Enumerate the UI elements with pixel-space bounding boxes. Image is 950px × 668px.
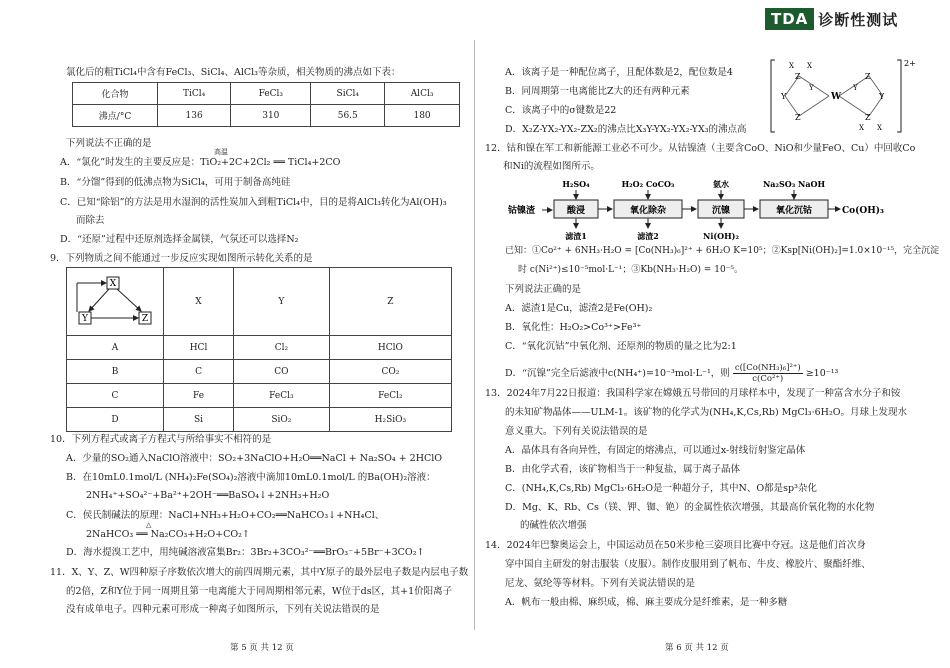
q13-stem-line2: 的未知矿物晶体——ULM-1。该矿物的化学式为(NH₄,K,Cs,Rb) MgCl₃·6H₂O。月球上发现水 — [505, 407, 908, 418]
q11-option-d: D．X₂Z-YX₂-YX₂-ZX₂的沸点比X₃Y-YX₂-YX₂-YX₃的沸点高 — [505, 124, 747, 135]
q8-option-d: D．“还原”过程中还原剂选择金属镁，气氛还可以选择N₂ — [60, 234, 299, 245]
table-cell: HCl — [164, 336, 234, 360]
q9-table — [66, 267, 452, 432]
q8-stem: 下列说法不正确的是 — [66, 138, 152, 149]
atom-y: Y — [853, 84, 858, 92]
arrow-x-to-z — [117, 289, 141, 311]
q14-stem-line1: 14．2024年巴黎奥运会上，中国运动员在50米步枪三姿项目比赛中夺冠。这是他们首次身 — [485, 540, 866, 551]
reagent-h2so4: H₂SO₄ — [562, 179, 590, 189]
q12-d-prefix: D．“沉镍”完全后滤液中c(NH₄⁺)=10⁻³mol·L⁻¹，则 — [505, 368, 730, 379]
table-cell: 310 — [231, 105, 311, 127]
q12-option-d — [505, 363, 838, 384]
q8-option-a: A．“氯化”时发生的主要反应是：TiO₂+2C+2Cl₂ ══ TiCl₄+2CO — [60, 157, 341, 168]
table-header: TiCl₄ — [158, 83, 231, 105]
atom-y: Y — [781, 92, 787, 101]
concentration-fraction — [733, 363, 803, 384]
step-oxidize-co: 氧化沉钴 — [775, 206, 813, 216]
node-y-label: Y — [82, 314, 88, 324]
table-cell: Cl₂ — [234, 336, 330, 360]
q12-stem-line2: 和Ni的流程如图所示。 — [503, 161, 600, 172]
known-condition-2: 时 c(Ni²⁺)≤10⁻⁵mol·L⁻¹；③Kb(NH₃·H₂O) = 10⁻⁵。 — [518, 265, 744, 275]
q11-option-a: A．该离子是一种配位离子，且配体数是2，配位数是4 — [505, 67, 733, 78]
atom-z: Z — [865, 72, 871, 81]
q10-c-condition: △ — [146, 521, 152, 529]
q11-stem-line1: 11．X、Y、Z、W四种原子序数依次增大的前四周期元素，其中Y原子的最外层电子数是内层电子数 — [50, 567, 469, 578]
q10-option-b-equation: 2NH₄⁺+SO₄²⁻+Ba²⁺+2OH⁻══BaSO₄↓+2NH₃+H₂O — [86, 490, 330, 501]
reagent-ammonia: 氨水 — [713, 179, 729, 189]
q9-stem: 9．下列物质之间不能通过一步反应实现如图所示转化关系的是 — [50, 253, 313, 264]
q8-option-b: B．“分馏”得到的低沸点物为SiCl₄，可用于制备高纯硅 — [60, 177, 291, 188]
q12-d-suffix: ≥10⁻¹³ — [805, 368, 839, 379]
xyz-conversion-diagram — [67, 268, 163, 332]
logo-title: 诊断性测试 — [818, 10, 899, 29]
table-cell: H₂SiO₃ — [329, 408, 451, 432]
q10-option-b: B．在10mL0.1mol/L (NH₄)₂Fe(SO₄)₂溶液中滴加10mL0.1mol/L 的Ba(OH)₂溶液： — [66, 472, 436, 483]
table-header: Y — [234, 268, 330, 336]
fraction-denominator: c(Co²⁺) — [752, 374, 784, 384]
table-cell: FeCl₂ — [329, 384, 451, 408]
q10-option-a: A．少量的SO₂通入NaClO溶液中：SO₂+3NaClO+H₂O══NaCl + Na₂SO₄ + 2HClO — [66, 453, 443, 464]
q11-option-b: B．同周期第一电离能比Z大的还有两种元素 — [505, 86, 690, 97]
ion-structure-diagram — [771, 56, 916, 136]
q13-stem-line1: 13．2024年7月22日报道：我国科学家在嫦娥五号带回的月球样本中，发现了一种富含水分子和铵 — [485, 388, 901, 399]
q12-option-a: A．滤渣1是Cu，滤渣2是Fe(OH)₂ — [505, 303, 653, 314]
q13-option-d: D．Mg、K、Rb、Cs（镁、钾、铷、铯）的金属性依次增强，其最高价氧化物的水化物 — [505, 502, 875, 513]
step-precipitate-ni: 沉镍 — [711, 206, 731, 216]
logo-tda: TDA — [765, 8, 814, 30]
table-header: SiCl₄ — [311, 83, 385, 105]
flow-start: 钴镍渣 — [508, 206, 536, 216]
atom-x: X — [859, 124, 864, 132]
table-cell: 沸点/°C — [73, 105, 158, 127]
q8-a-condition: 高温 — [214, 148, 228, 156]
table-header: X — [164, 268, 234, 336]
q14-option-a: A．帆布一般由棉、麻织成，棉、麻主要成分是纤维素，是一种多糖 — [505, 597, 788, 608]
q13-stem-line3: 意义重大。下列有关说法错误的是 — [505, 426, 648, 437]
q13-option-c: C．(NH₄,K,Cs,Rb) MgCl₃·6H₂O是一种超分子，其中N、O都是sp³杂化 — [505, 483, 817, 494]
atom-z: Z — [865, 113, 871, 122]
table-header: Z — [329, 268, 451, 336]
q10-option-c: C．侯氏制碱法的原理：NaCl+NH₃+H₂O+CO₂══NaHCO₃↓+NH₄Cl、 — [66, 510, 385, 521]
node-x-label: X — [109, 279, 117, 289]
left-bracket — [771, 60, 775, 132]
tda-logo — [765, 6, 898, 32]
q11-stem-line3: 没有成单电子。四种元素可形成一种离子如图所示，下列有关说法错误的是 — [66, 604, 380, 615]
table-header: AlCl₃ — [385, 83, 460, 105]
flow-product: Co(OH)₃ — [842, 206, 884, 216]
step-oxidize-remove: 氧化除杂 — [629, 206, 667, 216]
q8-option-c: C．已知“除铝”的方法是用水湿润的活性炭加入到粗TiCl₄中，目的是将AlCl₃转化为Al(OH)₃ — [60, 197, 447, 208]
table-cell: 180 — [385, 105, 460, 127]
node-z-label: Z — [141, 314, 149, 324]
reagent-na2so3-naoh: Na₂SO₃ NaOH — [762, 179, 826, 189]
table-cell: SiO₂ — [234, 408, 330, 432]
q13-option-b: B．由化学式看，该矿物相当于一种复盐，属于离子晶体 — [505, 464, 740, 475]
q14-stem-line3: 尼龙、氨纶等等材料。下列有关说法错误的是 — [505, 578, 696, 589]
page-number-left: 第 5 页 共 12 页 — [230, 643, 294, 653]
atom-z: Z — [795, 113, 801, 122]
process-flowchart — [508, 180, 888, 242]
table-cell: CO — [234, 360, 330, 384]
table-cell: B — [67, 360, 164, 384]
atom-x: X — [877, 124, 882, 132]
fraction-numerator: c([Co(NH₃)₆]²⁺) — [734, 363, 801, 373]
table-header: FeCl₃ — [231, 83, 311, 105]
atom-z: Z — [795, 72, 801, 81]
table-cell: Fe — [164, 384, 234, 408]
table-cell: C — [164, 360, 234, 384]
arrow-x-to-y — [89, 289, 109, 311]
q10-stem: 10．下列方程式或离子方程式与所给事实不相符的是 — [50, 434, 272, 445]
atom-w: W — [831, 92, 842, 102]
table-header: 化合物 — [73, 83, 158, 105]
intro-text: 氯化后的粗TiCl₄中含有FeCl₃、SiCl₄、AlCl₃等杂质，相关物质的沸点如下表： — [66, 67, 401, 78]
table-cell: 136 — [158, 105, 231, 127]
q10-option-d: D．海水提溴工艺中，用纯碱溶液富集Br₂：3Br₂+3CO₃²⁻══BrO₃⁻+5Br⁻+3CO₂↑ — [66, 547, 425, 558]
right-bracket — [897, 60, 901, 132]
q13-option-d-cont: 的碱性依次增强 — [520, 520, 587, 531]
q13-option-a: A．晶体具有各向异性，有固定的熔沸点，可以通过x-射线衍射鉴定晶体 — [505, 445, 806, 456]
table-cell: CO₂ — [329, 360, 451, 384]
q10-option-c-equation: 2NaHCO₃ ══ Na₂CO₃+H₂O+CO₂↑ — [86, 529, 250, 540]
q9-diagram-cell — [67, 268, 164, 336]
known-condition-1: 已知：①Co²⁺ + 6NH₃·H₂O = [Co(NH₃)₆]²⁺ + 6H₂O K=10⁵；②Ksp[Ni(OH)₂]=1.0×10⁻¹⁵，完全沉淀 — [505, 246, 940, 256]
q12-option-c: C．“氧化沉钴”中氧化剂、还原剂的物质的量之比为2:1 — [505, 341, 737, 352]
waste-residue-2: 滤渣2 — [637, 231, 659, 241]
page-number-right: 第 6 页 共 12 页 — [665, 643, 729, 653]
atom-x: X — [789, 62, 794, 70]
q12-question: 下列说法正确的是 — [505, 284, 582, 295]
ion-charge: 2+ — [904, 59, 916, 68]
atom-y: Y — [809, 84, 814, 92]
reagent-h2o2-coco3: H₂O₂ CoCO₃ — [621, 179, 675, 189]
waste-ni-oh2: Ni(OH)₂ — [703, 231, 739, 241]
q12-option-b: B．氧化性：H₂O₂>Co³⁺>Fe³⁺ — [505, 322, 642, 333]
table-cell: D — [67, 408, 164, 432]
table-cell: FeCl₃ — [234, 384, 330, 408]
q14-stem-line2: 穿中国自主研发的射击服装（皮服）。制作皮服用到了帆布、牛皮、橡胶片、聚酯纤维、 — [505, 559, 871, 570]
q11-option-c: C．该离子中的σ键数是22 — [505, 105, 617, 116]
table-cell: HClO — [329, 336, 451, 360]
table-cell: Si — [164, 408, 234, 432]
boiling-point-table — [72, 82, 460, 127]
q8-option-c-cont: 而除去 — [76, 215, 105, 226]
q12-stem-line1: 12．钴和镍在军工和新能源工业必不可少。从钴镍渣（主要含CoO、NiO和少量FeO、Cu）中回收Co — [485, 143, 916, 154]
table-cell: A — [67, 336, 164, 360]
atom-x: X — [807, 62, 812, 70]
waste-residue-1: 滤渣1 — [565, 231, 587, 241]
step-acid-leach: 酸浸 — [566, 206, 586, 216]
table-cell: 56.5 — [311, 105, 385, 127]
table-cell: C — [67, 384, 164, 408]
q11-stem-line2: 的2倍，Z和Y位于同一周期且第一电离能大于同周期相邻元素，W位于ds区，其+1价阳离子 — [66, 586, 453, 597]
atom-y: Y — [879, 92, 885, 101]
